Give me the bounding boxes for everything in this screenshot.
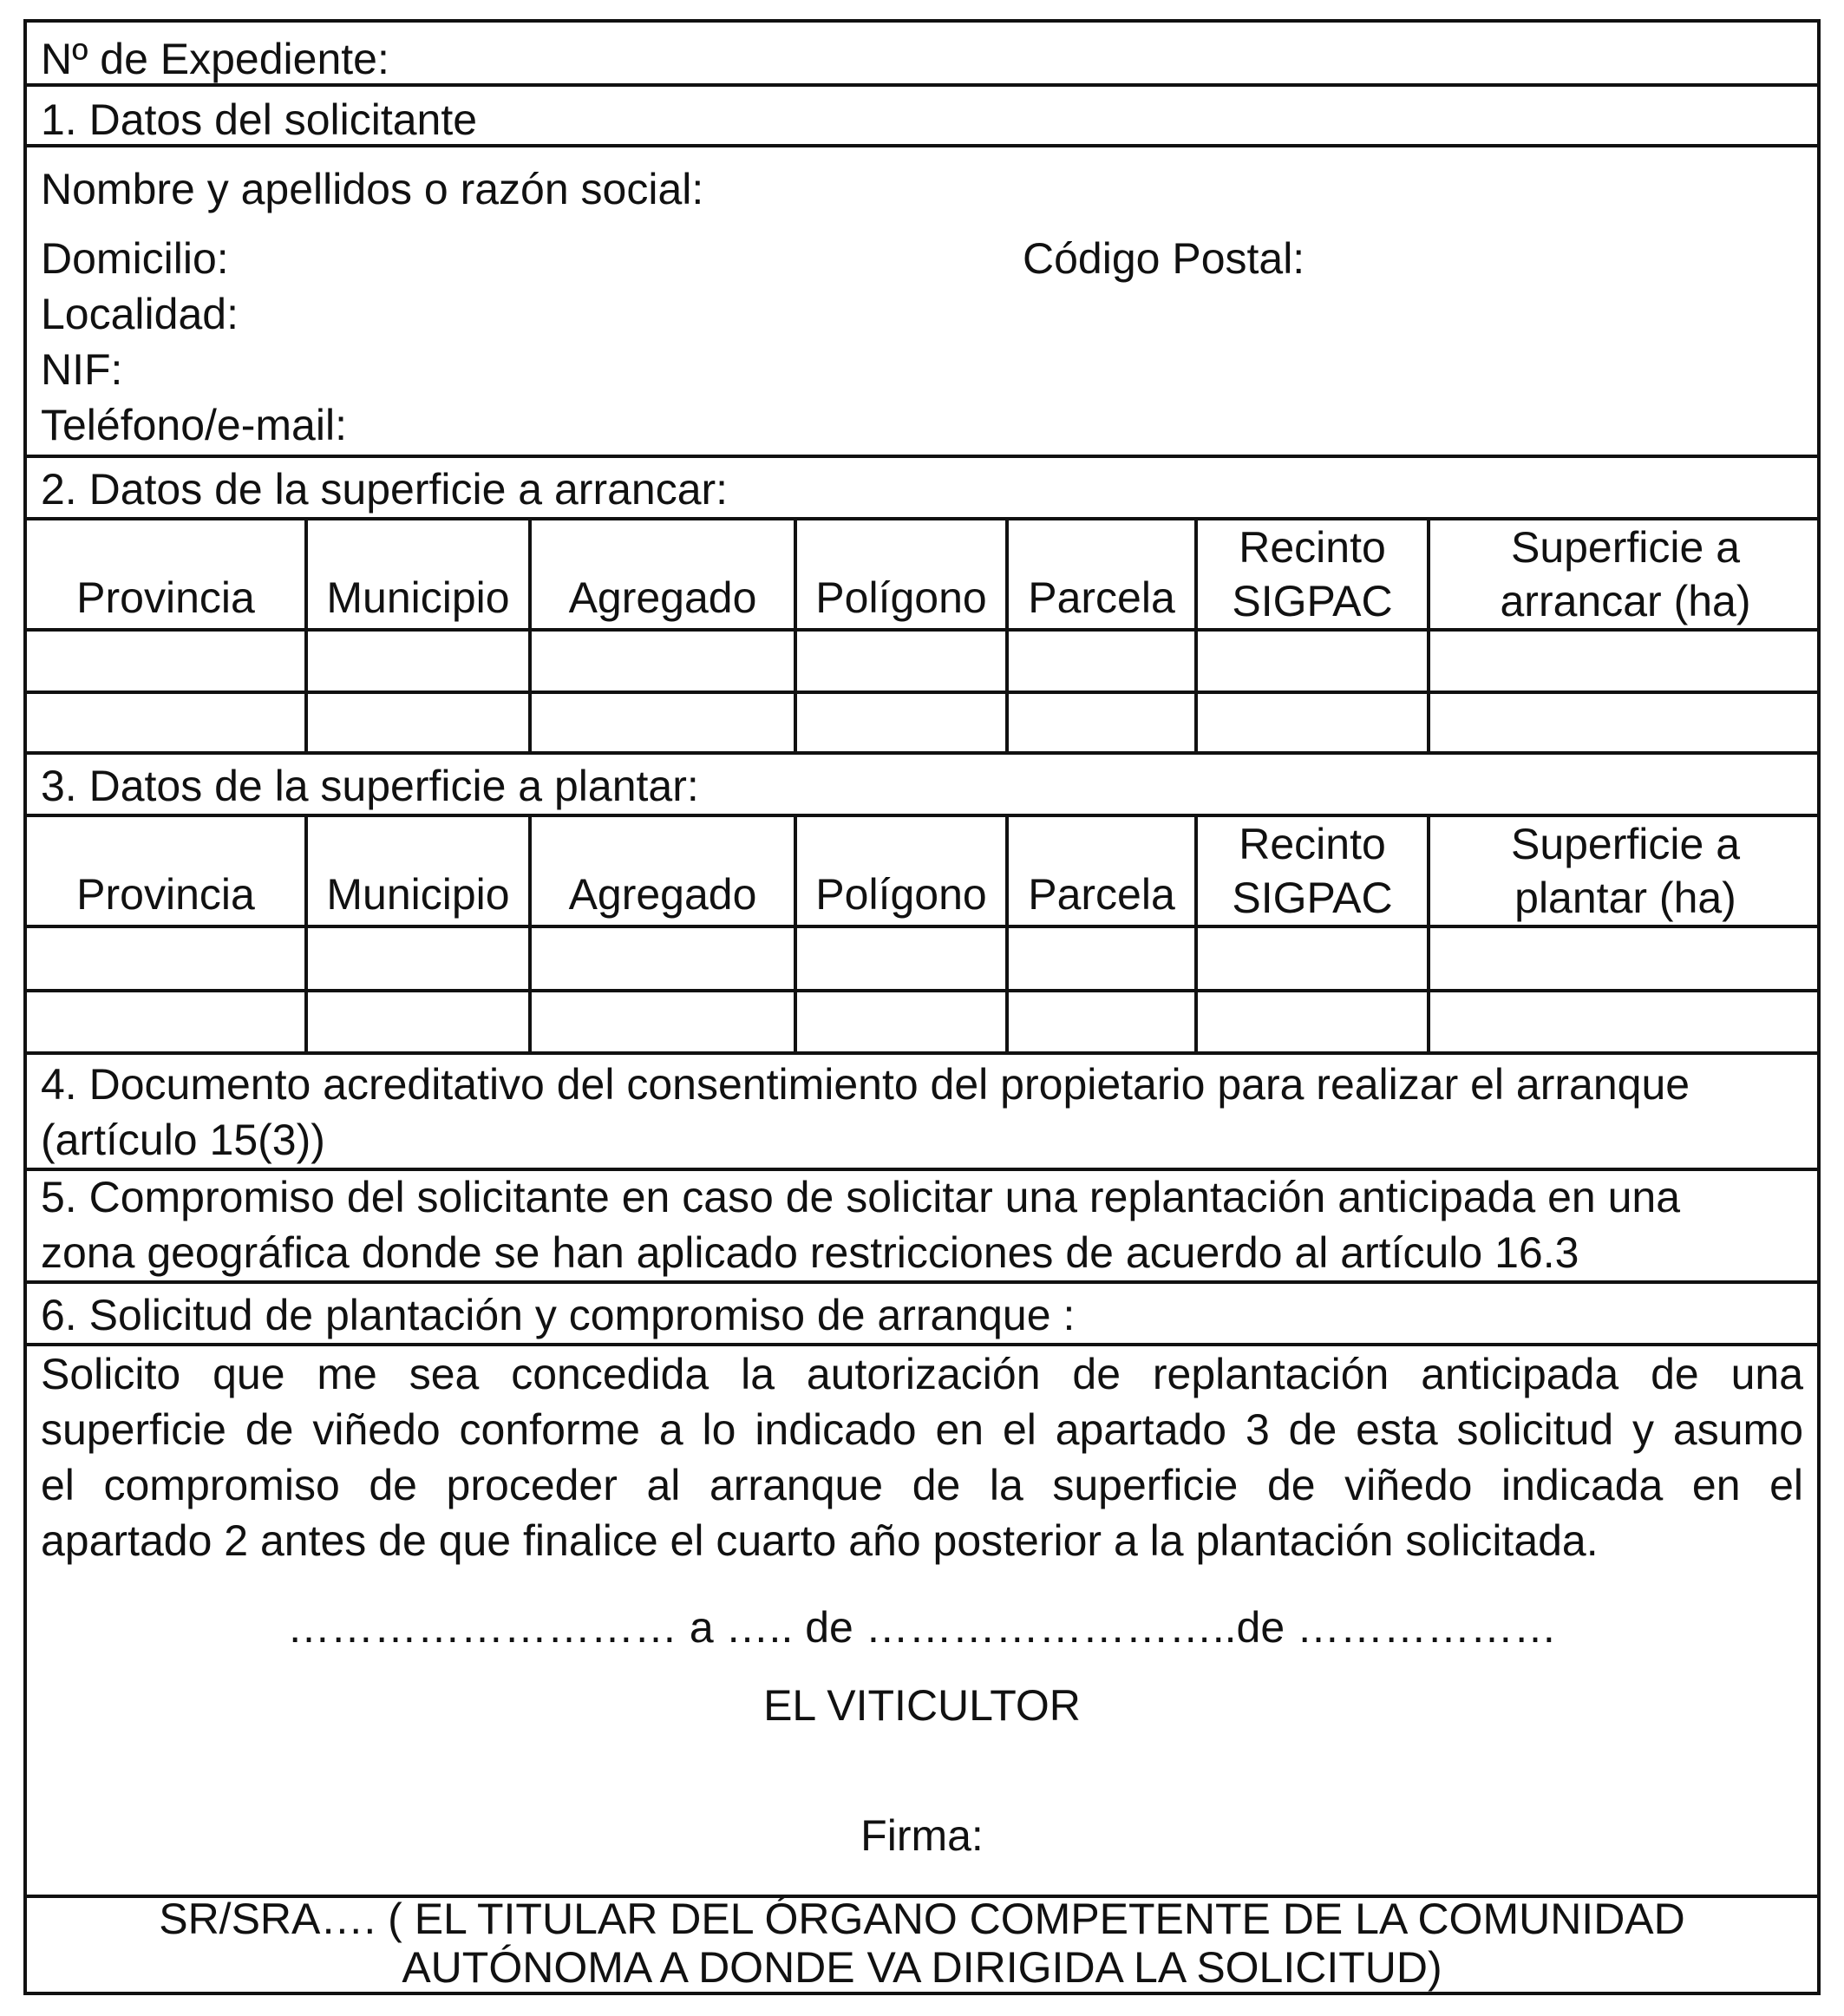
divider xyxy=(27,1051,1817,1055)
header-recinto-line2: SIGPAC xyxy=(1232,874,1393,922)
column-divider xyxy=(304,814,308,1051)
application-form xyxy=(23,19,1821,1995)
place-date-line: ……………………… a ….. de ……………………..de ……………… xyxy=(286,1603,1558,1652)
column-divider xyxy=(1005,814,1009,1051)
section2-title: 2. Datos de la superficie a arrancar: xyxy=(41,465,729,514)
header-recinto-sigpac xyxy=(1198,817,1427,925)
section6-body-line2: superficie de viñedo conforme a lo indicado en el apartado 3 de esta solicitud y asumo xyxy=(41,1405,1803,1454)
header-recinto-line1: Recinto xyxy=(1239,820,1386,868)
footer-line1: SR/SRA…. ( EL TITULAR DEL ÓRGANO COMPETENTE DE LA COMUNIDAD xyxy=(159,1895,1685,1943)
header-parcela: Parcela xyxy=(1028,870,1175,919)
header-provincia: Provincia xyxy=(76,870,255,919)
header-provincia: Provincia xyxy=(76,573,255,622)
firma-label: Firma: xyxy=(860,1811,984,1860)
header-recinto-sigpac xyxy=(1198,520,1427,628)
header-parcela: Parcela xyxy=(1028,573,1175,622)
section6-body-line1: Solicito que me sea concedida la autorización de replantación anticipada de una xyxy=(41,1350,1803,1398)
nif-label: NIF: xyxy=(41,345,123,394)
header-poligono: Polígono xyxy=(815,870,987,919)
localidad-label: Localidad: xyxy=(41,290,239,338)
divider xyxy=(27,691,1817,694)
codigo-postal-label: Código Postal: xyxy=(1023,234,1305,283)
column-divider xyxy=(528,517,532,751)
viticultor-label: EL VITICULTOR xyxy=(763,1681,1081,1730)
header-superficie-plantar xyxy=(1430,817,1821,925)
header-recinto-line1: Recinto xyxy=(1239,523,1386,572)
section5-line2: zona geográfica donde se han aplicado restricciones de acuerdo al artículo 16.3 xyxy=(41,1228,1579,1277)
section4-line1: 4. Documento acreditativo del consentimiento del propietario para realizar el arranque xyxy=(41,1060,1690,1109)
column-divider xyxy=(794,814,797,1051)
footer-line2: AUTÓNOMA A DONDE VA DIRIGIDA LA SOLICITUD) xyxy=(402,1943,1442,1992)
section3-title: 3. Datos de la superficie a plantar: xyxy=(41,762,699,810)
header-superficie-line2: plantar (ha) xyxy=(1514,874,1736,922)
header-superficie-line2: arrancar (ha) xyxy=(1500,577,1751,625)
nombre-label: Nombre y apellidos o razón social: xyxy=(41,165,704,213)
divider xyxy=(27,925,1817,928)
header-municipio: Municipio xyxy=(326,870,510,919)
header-superficie-arrancar xyxy=(1430,520,1821,628)
header-agregado: Agregado xyxy=(568,870,757,919)
header-superficie-line1: Superficie a xyxy=(1510,820,1741,868)
section6-body-line4: apartado 2 antes de que finalice el cuarto año posterior a la plantación solicitada. xyxy=(41,1516,1599,1565)
expediente-label: Nº de Expediente: xyxy=(41,35,389,83)
section6-body-line3: el compromiso de proceder al arranque de la superficie de viñedo indicada en el xyxy=(41,1461,1803,1509)
divider xyxy=(27,989,1817,992)
divider xyxy=(27,628,1817,632)
domicilio-label: Domicilio: xyxy=(41,234,229,283)
section5-line1: 5. Compromiso del solicitante en caso de solicitar una replantación anticipada en una xyxy=(41,1173,1681,1221)
header-poligono: Polígono xyxy=(815,573,987,622)
column-divider xyxy=(528,814,532,1051)
header-recinto-line2: SIGPAC xyxy=(1232,577,1393,625)
section6-title: 6. Solicitud de plantación y compromiso de arranque : xyxy=(41,1291,1076,1339)
divider xyxy=(27,455,1817,458)
section4-line2: (artículo 15(3)) xyxy=(41,1116,325,1164)
header-municipio: Municipio xyxy=(326,573,510,622)
header-agregado: Agregado xyxy=(568,573,757,622)
section1-title: 1. Datos del solicitante xyxy=(41,95,478,144)
divider xyxy=(27,144,1817,147)
divider xyxy=(27,1280,1817,1284)
header-superficie-line1: Superficie a xyxy=(1510,523,1741,572)
column-divider xyxy=(304,517,308,751)
divider xyxy=(27,83,1817,87)
telefono-label: Teléfono/e-mail: xyxy=(41,401,347,449)
divider xyxy=(27,751,1817,755)
column-divider xyxy=(794,517,797,751)
column-divider xyxy=(1005,517,1009,751)
